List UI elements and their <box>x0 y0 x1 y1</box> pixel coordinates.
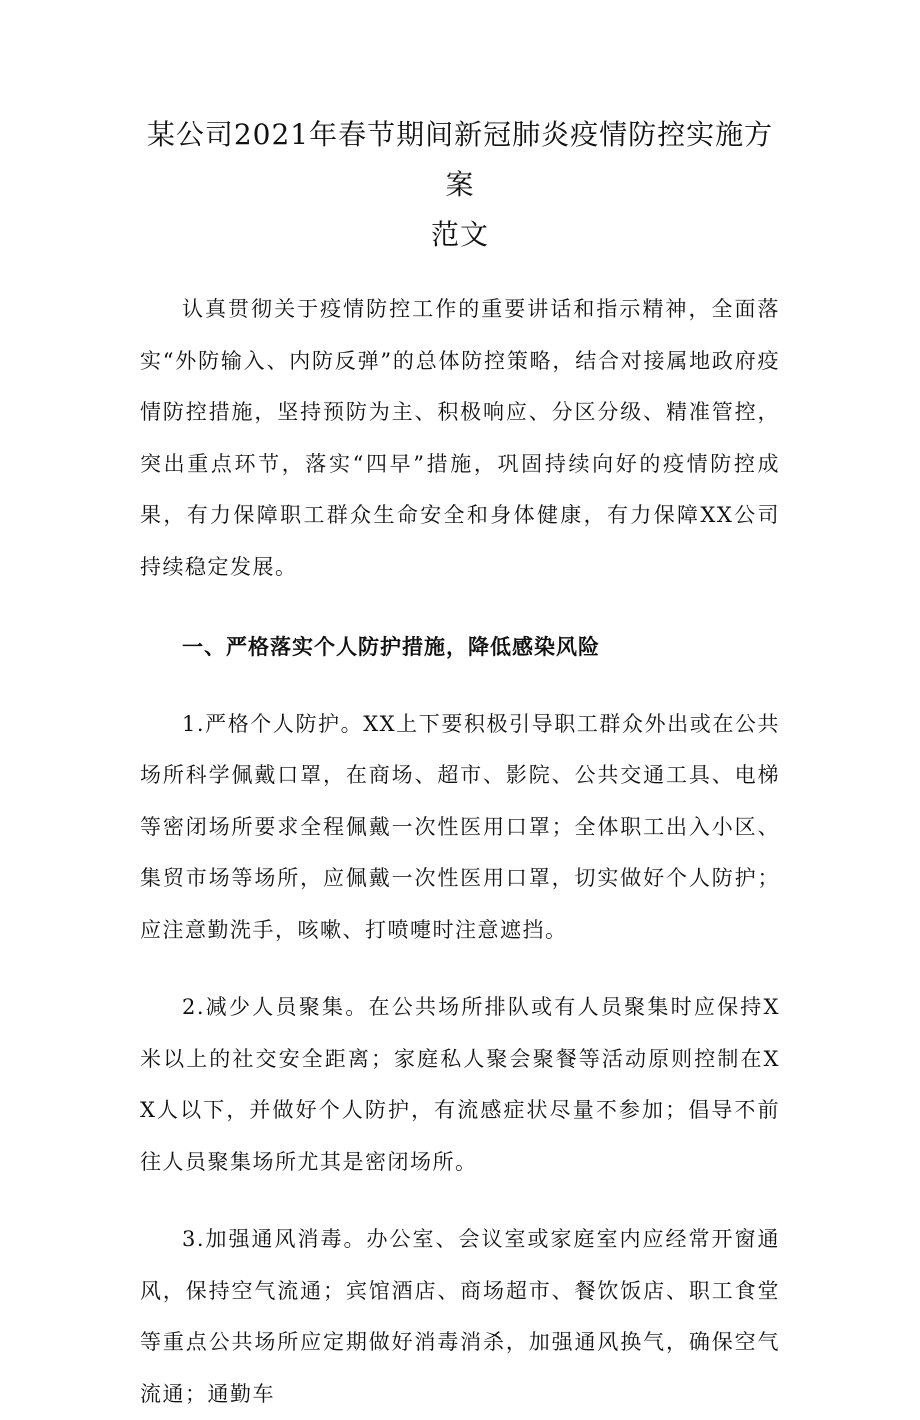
title-line-1: 某公司2021年春节期间新冠肺炎疫情防控实施方案 <box>146 118 774 201</box>
list-item-3: 3.加强通风消毒。办公室、会议室或家庭室内应经常开窗通风，保持空气流通；宾馆酒店、商场超市、餐饮饭店、职工食堂等重点公共场所应定期做好消毒消杀，加强通风换气，确保空气流通；通勤车 <box>140 1227 780 1406</box>
title-line-2: 范文 <box>430 218 489 251</box>
list-item-2: 2.减少人员聚集。在公共场所排队或有人员聚集时应保持X米以上的社交安全距离；家庭私人聚会聚餐等活动原则控制在XX人以下，并做好个人防护，有流感症状尽量不参加；倡导不前往人员聚集场所尤其是密闭场所。 <box>140 995 780 1174</box>
section-1-heading: 一、严格落实个人防护措施，降低感染风险 <box>182 634 600 659</box>
intro-paragraph: 认真贯彻关于疫情防控工作的重要讲话和指示精神，全面落实“外防输入、内防反弹”的总体防控策略，结合对接属地政府疫情防控措施，坚持预防为主、积极响应、分区分级、精准管控，突出重点环节，落实“四早”措施，巩固持续向好的疫情防控成果，有力保障职工群众生命安全和身体健康，有力保障XX公司持续稳定发展。 <box>140 297 780 579</box>
document-title <box>140 110 780 260</box>
list-item-1: 1.严格个人防护。XX上下要积极引导职工群众外出或在公共场所科学佩戴口罩，在商场、超市、影院、公共交通工具、电梯等密闭场所要求全程佩戴一次性医用口罩；全体职工出入小区、集贸市场等场所，应佩戴一次性医用口罩，切实做好个人防护；应注意勤洗手，咳嗽、打喷嚏时注意遮挡。 <box>140 711 780 942</box>
